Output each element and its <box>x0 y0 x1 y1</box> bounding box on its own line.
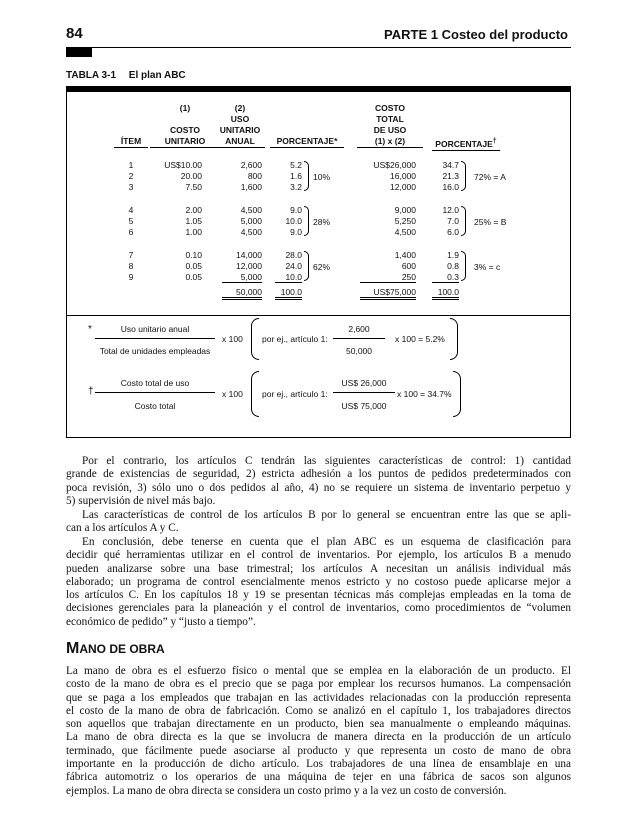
cell-unit-cost: 7.50 <box>185 182 202 192</box>
cell-item: 3 <box>128 182 134 192</box>
star-ex-line <box>333 338 385 339</box>
cell-pct2: 7.0 <box>447 216 459 226</box>
footnote-star-mark: * <box>88 324 92 335</box>
cell-unit-cost: 0.05 <box>185 261 202 271</box>
cell-annual-usage: 5,000 <box>240 216 262 226</box>
part-title: Costeo del producto <box>441 27 568 42</box>
star-fraction-line <box>95 338 215 339</box>
text-line: los artículos C. En los capítulos 18 y 19 se presentan técnicas más complejas empleadas en la toma de <box>66 589 571 602</box>
total-l3: DE USO <box>373 125 407 135</box>
cell-pct2: 12.0 <box>442 205 459 215</box>
col1-number: (1) <box>179 103 191 113</box>
class-b-brace <box>461 206 466 236</box>
class-c-brace <box>461 251 466 281</box>
cell-annual-usage: 2,600 <box>240 160 262 170</box>
text-line: decisiones gerenciales para la planeación y el control de inventarios, como procedimientos de “volumen <box>66 602 571 615</box>
group-a-pct: 10% <box>313 172 331 182</box>
running-header <box>384 27 568 42</box>
cell-total-cost: 12,000 <box>390 182 416 192</box>
text-line: Por el contrario, los artículos C tendrán las siguientes características de control: 1) cantidad <box>82 455 571 467</box>
pct2-label: PORCENTAJE <box>435 138 493 149</box>
total-pct2: 100.0 <box>432 287 459 300</box>
text-line: económico de pedido” y “justo a tiempo”. <box>66 615 256 628</box>
dagger-times: x 100 <box>222 389 243 399</box>
cell-item: 8 <box>128 261 134 271</box>
text-line: can a los artículos A y C. <box>66 522 179 535</box>
cell-unit-cost: 1.00 <box>185 227 202 237</box>
dagger-ex-den: US$ 75,000 <box>341 401 387 411</box>
cell-annual-usage: 5,000 <box>222 272 262 283</box>
cell-total-cost: 600 <box>401 261 416 271</box>
cell-pct1: 9.0 <box>290 227 302 237</box>
text-line: importante en la producción de dicho artículo. Los trabajadores de una línea de ensamblaje en una <box>66 758 571 771</box>
cell-annual-usage: 800 <box>247 171 262 181</box>
cell-pct2: 21.3 <box>442 171 459 181</box>
cell-pct1: 24.0 <box>285 261 302 271</box>
cell-total-cost: 250 <box>360 272 416 283</box>
text-line: grande de existencias de seguridad, 2) estricta adhesión a los puntos de pedidos predeterminados con <box>66 468 571 481</box>
col2-sub2: ANUAL <box>215 136 265 148</box>
cell-pct1: 1.6 <box>290 171 302 181</box>
cell-total-cost: US$26,000 <box>373 160 416 170</box>
cell-total-cost: 16,000 <box>390 171 416 181</box>
text-line: el costo de la mano de obra de fabricación. Como se analizó en el capítulo 1, los trabajadores directos <box>66 704 571 717</box>
text-line: ejemplos. La mano de obra directa se considera un costo primo y a la vez un costo de conversión. <box>66 784 507 797</box>
group-b-pct: 28% <box>313 217 331 227</box>
cell-annual-usage: 12,000 <box>236 261 262 271</box>
cell-pct2: 1.9 <box>447 250 459 260</box>
col-item: ÍTEM <box>114 136 148 148</box>
star-ex-num: 2,600 <box>348 324 370 334</box>
text-line: decidir qué herramientas utilizar en el control de inventarios. Por ejemplo, los artículos B a menudo <box>66 549 571 562</box>
text-line: costo de la mano de obra es el precio que se paga por emplear los recursos humanos. La compensación <box>66 678 571 691</box>
col2-name: USO <box>230 114 250 124</box>
text-line: terminado, que fácilmente puede asociarse al producto y que representa un costo de mano de obra <box>66 744 571 757</box>
footnote-dagger-mark: † <box>88 386 94 397</box>
cell-pct1: 9.0 <box>290 205 302 215</box>
part-label: PARTE 1 <box>384 27 438 42</box>
total-cost: US$75,000 <box>360 287 416 300</box>
text-line: La mano de obra directa es la que se involucra de manera directa en la producción de un artículo <box>66 731 571 744</box>
star-result: x 100 = 5.2% <box>395 334 445 344</box>
dagger-open-paren <box>251 371 259 417</box>
cell-total-cost: 9,000 <box>394 205 416 215</box>
cell-unit-cost: 0.10 <box>185 250 202 260</box>
section-heading <box>66 640 165 658</box>
group-b-brace <box>304 206 309 236</box>
cell-item: 7 <box>128 250 134 260</box>
col1-name: COSTO <box>169 125 201 135</box>
cell-pct1: 10.0 <box>285 216 302 226</box>
star-open-paren <box>251 318 259 360</box>
total-l4: (1) x (2) <box>357 136 423 148</box>
text-line: 5) supervisión de nivel más bajo. <box>66 494 216 507</box>
class-a-label: 72% = A <box>474 172 506 182</box>
total-pct1: 100.0 <box>275 287 302 300</box>
cell-total-cost: 4,500 <box>394 227 416 237</box>
text-line: pueden analizarse sobre una base trimestral; los artículos A necesitan un análisis individual más <box>66 562 571 575</box>
table-footnote-divider <box>66 315 571 316</box>
text-line: Las características de control de los artículos B por lo general se encuentran entre las que se apli- <box>82 509 571 521</box>
heading-part2: OBRA <box>129 642 165 656</box>
text-line: En conclusión, debe tenerse en cuenta que el plan ABC es un esquema de clasificación para <box>82 536 571 548</box>
cell-total-cost: 1,400 <box>394 250 416 260</box>
text-line: fábrica automotriz o los operarios de una máquina de tejer en una fábrica de sacos son algunos <box>66 771 571 784</box>
cell-pct1: 5.2 <box>290 160 302 170</box>
table-caption <box>66 70 186 81</box>
cell-unit-cost: 2.00 <box>185 205 202 215</box>
cell-item: 2 <box>128 171 134 181</box>
dagger-example: por ej., artículo 1: <box>262 389 328 399</box>
text-line: La mano de obra es el esfuerzo físico o mental que se emplea en la elaboración de un producto. El <box>66 665 571 677</box>
page-number: 84 <box>66 25 83 42</box>
paragraph-b-items <box>66 509 571 536</box>
col-pct2 <box>432 136 500 151</box>
dagger-numerator: Costo total de uso <box>120 378 190 388</box>
group-c-pct: 62% <box>313 262 331 272</box>
cell-pct1: 3.2 <box>290 182 302 192</box>
cell-item: 9 <box>128 272 134 282</box>
dagger-ex-line <box>333 392 395 393</box>
text-line: elaborado; un programa de control esencialmente menos estricto y no costoso puede aplicarse mejor a <box>66 575 571 588</box>
header-block <box>66 48 92 57</box>
heading-part1: ANO DE <box>79 642 130 656</box>
total-annual: 50,000 <box>222 287 262 300</box>
table-title: El plan ABC <box>128 70 186 81</box>
cell-annual-usage: 4,500 <box>240 205 262 215</box>
cell-item: 1 <box>128 160 134 170</box>
cell-pct1: 28.0 <box>285 250 302 260</box>
star-denominator: Total de unidades empleadas <box>99 346 211 356</box>
col1-sub: UNITARIO <box>150 136 220 148</box>
group-a-brace <box>304 161 309 191</box>
class-b-label: 25% = B <box>474 217 507 227</box>
cell-pct2: 0.8 <box>447 261 459 271</box>
cell-annual-usage: 1,600 <box>240 182 262 192</box>
text-line: poca revisión, 3) sólo uno o dos pedidos al año, 4) no se requiere un sistema de inventario perpetuo y <box>66 481 571 494</box>
total-l1: COSTO <box>374 103 406 113</box>
col2-sub: UNITARIO <box>219 125 261 135</box>
star-ex-den: 50,000 <box>346 346 372 356</box>
group-c-brace <box>304 251 309 281</box>
table-label: TABLA 3-1 <box>66 70 116 81</box>
cell-annual-usage: 14,000 <box>236 250 262 260</box>
text-line: que se paga a los empleados que trabajan en las actividades relacionadas con la producción representa <box>66 691 571 704</box>
class-a-brace <box>461 161 466 191</box>
cell-annual-usage: 4,500 <box>240 227 262 237</box>
star-numerator: Uso unitario anual <box>120 324 190 334</box>
paragraph-labor <box>66 665 571 798</box>
col2-number: (2) <box>234 103 246 113</box>
cell-total-cost: 5,250 <box>394 216 416 226</box>
cell-unit-cost: 1.05 <box>185 216 202 226</box>
dagger-result: x 100 = 34.7% <box>397 389 452 399</box>
cell-item: 6 <box>128 227 134 237</box>
cell-pct2: 16.0 <box>442 182 459 192</box>
table-top-bar <box>66 86 571 92</box>
dagger-denominator: Costo total <box>134 401 176 411</box>
total-l2: TOTAL <box>376 114 404 124</box>
paragraph-c-items <box>66 455 571 508</box>
cell-pct2: 0.3 <box>432 272 459 283</box>
dagger-fraction-line <box>95 392 215 393</box>
col-pct1: PORCENTAJE* <box>270 136 344 148</box>
class-c-label: 3% = c <box>474 262 501 272</box>
dagger-ex-num: US$ 26,000 <box>341 378 387 388</box>
cell-unit-cost: 20.00 <box>180 171 202 181</box>
heading-initial: M <box>66 640 80 657</box>
dagger-close-paren <box>453 371 461 417</box>
cell-item: 5 <box>128 216 134 226</box>
star-close-paren <box>450 318 458 360</box>
cell-unit-cost: US$10.00 <box>164 160 202 170</box>
paragraph-conclusion <box>66 536 571 629</box>
star-example: por ej., artículo 1: <box>262 334 328 344</box>
cell-item: 4 <box>128 205 134 215</box>
star-times: x 100 <box>222 334 243 344</box>
text-line: son aquellos que trabajan directamente en un producto, bien sea manualmente o empleando máquinas. <box>66 718 571 731</box>
cell-pct1: 10.0 <box>275 272 302 283</box>
cell-pct2: 6.0 <box>447 227 459 237</box>
cell-pct2: 34.7 <box>442 160 459 170</box>
pct2-mark: † <box>492 137 497 145</box>
cell-unit-cost: 0.05 <box>185 272 202 282</box>
header-rule <box>66 47 571 48</box>
